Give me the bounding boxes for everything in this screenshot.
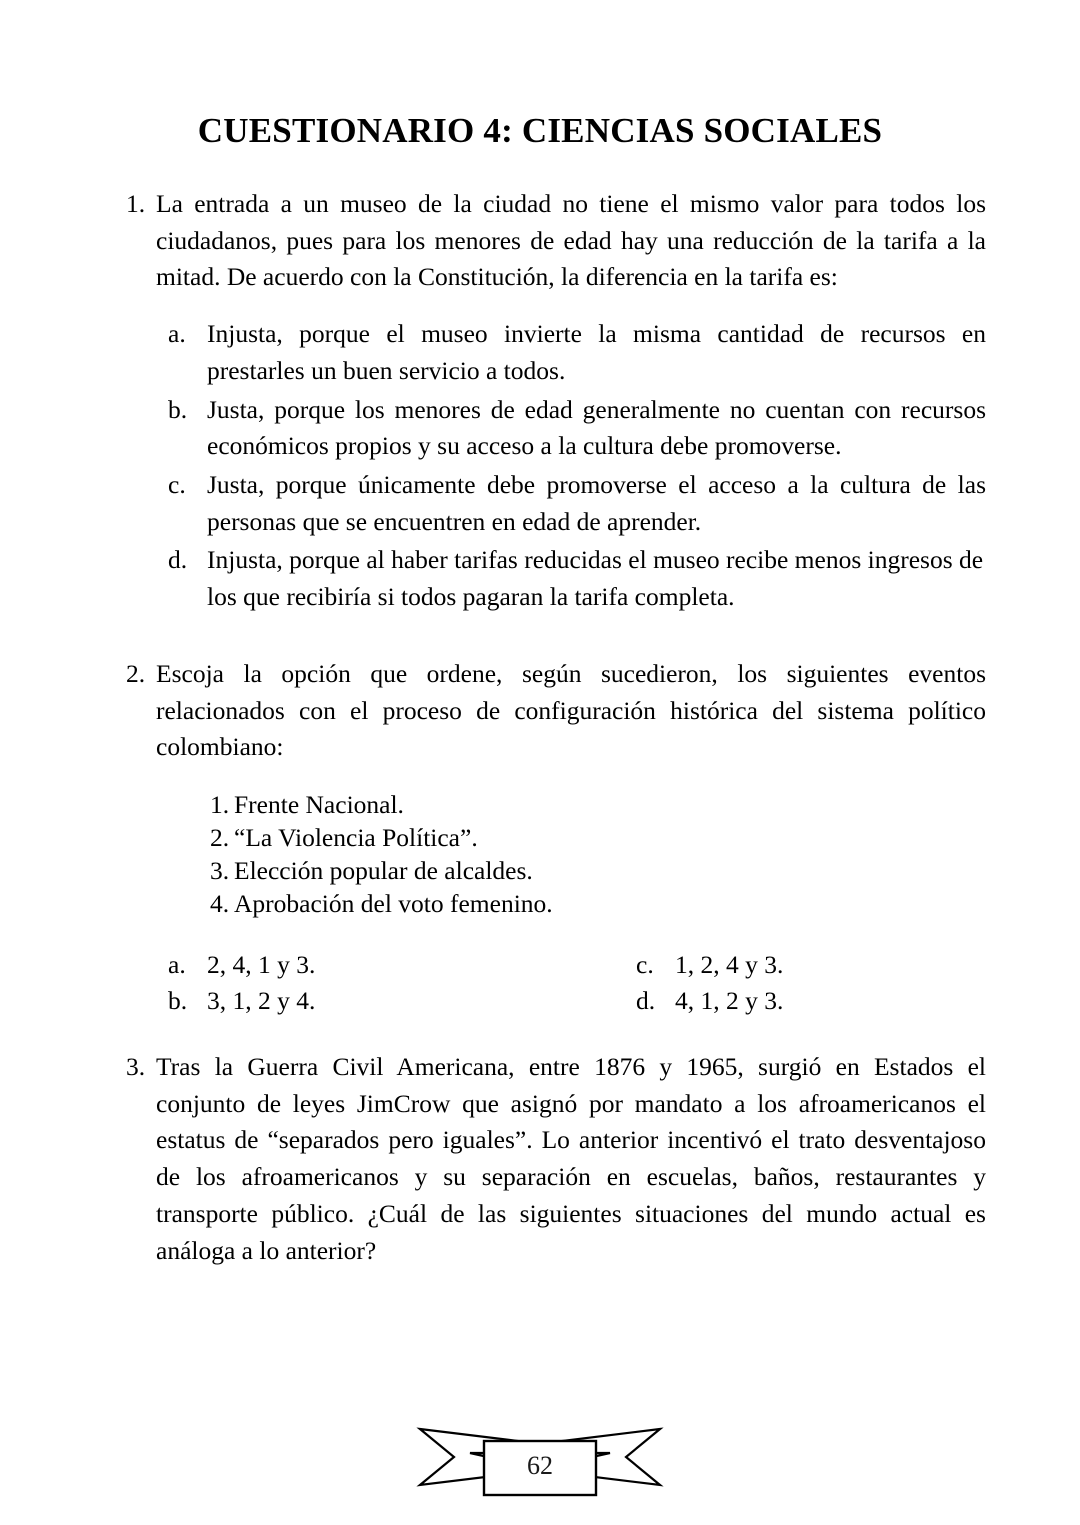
question-1-option-c[interactable] (168, 467, 986, 540)
question-1-option-a[interactable] (168, 316, 986, 389)
option-text: Justa, porque únicamente debe promoverse el acceso a la cultura de las personas que se encuentren en edad de aprender. (207, 470, 986, 536)
option-letter: c. (636, 949, 654, 979)
option-text: 3, 1, 2 y 4. (207, 985, 316, 1015)
event-text: Elección popular de alcaldes. (234, 856, 533, 886)
option-letter: b. (168, 985, 188, 1015)
option-letter: d. (636, 985, 656, 1015)
event-item (210, 788, 986, 821)
option-letter: c. (168, 470, 186, 500)
event-number: 4. (210, 889, 230, 919)
question-2-text: Escoja la opción que ordene, según sucedieron, los siguientes eventos relacionados con el proceso de configuración histórica del sistema político colombiano: (156, 658, 986, 762)
document-body (126, 186, 986, 1269)
question-1 (126, 186, 986, 296)
event-number: 1. (210, 790, 230, 820)
page-footer (0, 1385, 1080, 1525)
event-text: Aprobación del voto femenino. (234, 889, 553, 919)
question-1-option-b[interactable] (168, 392, 986, 465)
event-item (210, 887, 986, 920)
event-item (210, 821, 986, 854)
option-text: Justa, porque los menores de edad generalmente no cuentan con recursos económicos propios y su acceso a la cultura debe promoverse. (207, 394, 986, 461)
question-2-number: 2. (126, 658, 146, 688)
option-text: Injusta, porque al haber tarifas reducidas el museo recibe menos ingresos de los que recibiría si todos pagaran la tarifa completa. (207, 545, 984, 612)
spacer (126, 1019, 986, 1049)
question-2-events-list (126, 788, 986, 921)
page-title: CUESTIONARIO 4: CIENCIAS SOCIALES (197, 111, 883, 151)
question-2-option-d[interactable] (636, 983, 986, 1019)
question-1-text: La entrada a un museo de la ciudad no tiene el mismo valor para todos los ciudadanos, pues para los menores de edad hay una reducción de la tarifa a la mitad. De acuerdo con la Constitución, la diferencia en la tarifa es: (156, 189, 986, 292)
question-2-option-b[interactable] (168, 983, 636, 1019)
question-1-number: 1. (126, 189, 146, 218)
option-letter: d. (168, 545, 188, 575)
page-number: 62 (527, 1451, 553, 1480)
option-letter: a. (168, 949, 186, 979)
question-3 (126, 1049, 986, 1269)
event-number: 3. (210, 856, 230, 886)
question-2-options (126, 947, 986, 1019)
option-text: Injusta, porque el museo invierte la misma cantidad de recursos en prestarles un buen servicio a todos. (207, 319, 986, 385)
option-letter: a. (168, 319, 186, 349)
question-3-number: 3. (126, 1052, 146, 1082)
question-3-text: Tras la Guerra Civil Americana, entre 1876 y 1965, surgió en Estados el conjunto de leyes JimCrow que asignó por mandato a los afroamericanos el estatus de “separados pero iguales”. Lo anterior incentivó el trato desventajoso de los afroamericanos y su separación en escuelas, baños, restaurantes y transporte público. ¿Cuál de las siguientes situaciones del mundo actual es análoga a lo anterior? (156, 1052, 986, 1265)
event-number: 2. (210, 823, 230, 853)
question-1-options (126, 316, 986, 616)
question-1-option-d[interactable] (168, 542, 986, 615)
event-text: Frente Nacional. (234, 790, 404, 820)
event-item (210, 854, 986, 887)
question-2-option-c[interactable] (636, 947, 986, 983)
event-text: “La Violencia Política”. (234, 823, 478, 853)
question-2-option-a[interactable] (168, 947, 636, 983)
option-text: 2, 4, 1 y 3. (207, 949, 316, 979)
option-text: 4, 1, 2 y 3. (675, 985, 784, 1015)
spacer (126, 618, 986, 656)
option-text: 1, 2, 4 y 3. (675, 949, 784, 979)
question-2 (126, 656, 986, 766)
option-letter: b. (168, 394, 188, 424)
page-number-ribbon (410, 1407, 670, 1507)
